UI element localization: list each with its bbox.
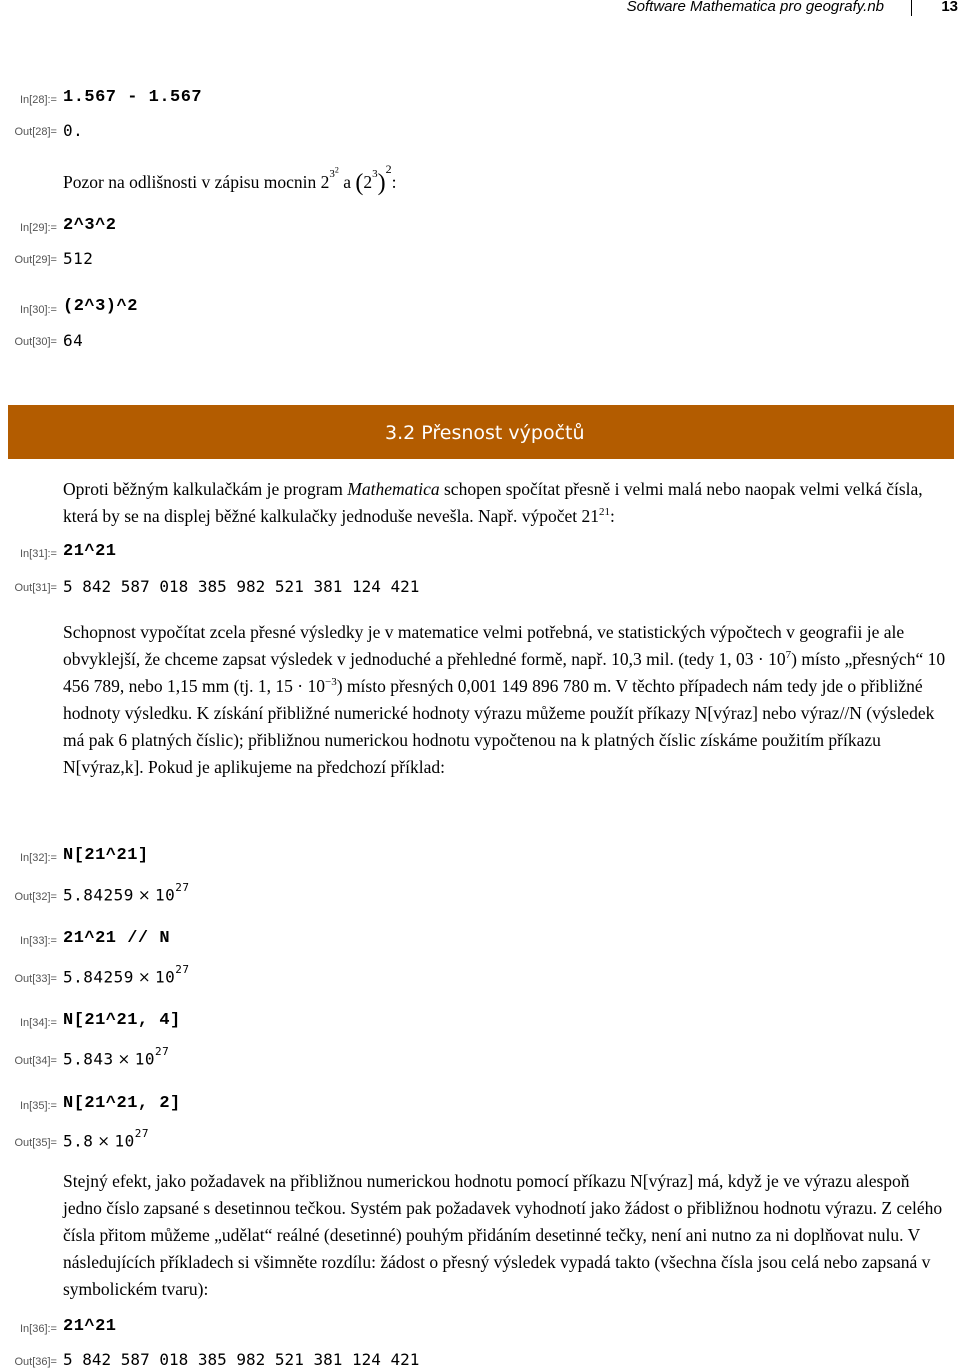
output-cell: $5.8 \times 10^{27}$: [63, 1127, 149, 1151]
document-title: Software Mathematica pro geografy.nb: [626, 0, 884, 15]
section-header[interactable]: [8, 405, 954, 459]
output-cell: 0.: [63, 121, 84, 140]
text-cell-approximation: Schopnost vypočítat zcela přesné výsledky je v matematice velmi potřebná, ve statistických výpočtech v geografii je ale obvyklejší, že chceme zapsat výsledek v jednoduché a přehledné formě, např. 10,3 mil. (tedy 1, $03 \cdot 10^7$) místo „přesných“ 10 456 789, nebo 1,15 mm (tj. 1, $15 \cdot 10^{-3}$) místo přesných 0,001 149 896 780 m. V těchto případech nám tedy jde o přibližné hodnoty výsledku. K získání přibližné numerické hodnoty výrazu můžeme použít příkazy N[výraz] nebo výraz//N (výsledek má pak 6 platných číslic); přibližnou numerickou hodnotu vypočtenou na k platných číslic získáme použitím příkazu N[výraz,k]. Pokud je aplikujeme na předchozí příklad:: [63, 622, 946, 777]
output-label: Out[34]=: [14, 1055, 57, 1067]
section-title: 3.2 Přesnost výpočtů: [385, 422, 585, 444]
input-cell[interactable]: N[21^21, 4]: [63, 1011, 181, 1030]
text-cell-decimal-point: Stejný efekt, jako požadavek na přibližnou numerickou hodnotu pomocí příkazu N[výraz] má, když je ve výrazu alespoň jedno číslo zapsané s desetinnou tečkou. Systém pak požadavek vyhodnotí jako žádost o přibližnou hodnotu výrazu. Z celého čísla přitom můžeme „udělat“ reálné (desetinné) pouhým přidáním desetinné tečky, není ani nutno za ni doplňovat nulu. V následujících příkladech si všimněte rozdílu: žádost o přesný výsledek vypadá takto (všechna čísla jsou celá nebo zapsaná v symbolickém tvaru):: [63, 1171, 943, 1299]
input-cell[interactable]: 1.567 - 1.567: [63, 88, 203, 107]
text-cell-intro: Oproti běžným kalkulačkám je program Mathematica schopen spočítat přesně i velmi malá nebo naopak velmi velká čísla, která by se na displej běžné kalkulačky jednoduše nevešla. Např. výpočet $21^{21}$:: [63, 479, 923, 526]
input-cell[interactable]: N[21^21, 2]: [63, 1094, 181, 1113]
input-label: In[35]:=: [19, 1100, 57, 1112]
input-cell[interactable]: 21^21: [63, 542, 117, 561]
output-label: Out[31]=: [14, 582, 57, 594]
output-label: Out[28]=: [14, 126, 57, 138]
output-cell: 5 842 587 018 385 982 521 381 124 421: [63, 577, 420, 596]
output-label: Out[36]=: [14, 1356, 57, 1368]
input-cell[interactable]: (2^3)^2: [63, 297, 138, 316]
output-cell: 512: [63, 249, 94, 268]
header-divider: [911, 0, 912, 16]
text-cell-powers-note: Pozor na odlišnosti v zápisu mocnin $2^{3^2}$ a $(2^3)^2$:: [63, 162, 397, 196]
input-label: In[36]:=: [19, 1323, 57, 1335]
input-label: In[31]:=: [19, 548, 57, 560]
input-cell[interactable]: 2^3^2: [63, 216, 117, 235]
input-cell[interactable]: N[21^21]: [63, 846, 149, 865]
output-label: Out[33]=: [14, 973, 57, 985]
output-cell: 64: [63, 331, 84, 350]
input-label: In[30]:=: [19, 304, 57, 316]
output-cell: $5.84259 \times 10^{27}$: [63, 963, 190, 987]
input-label: In[28]:=: [19, 94, 57, 106]
input-label: In[32]:=: [19, 852, 57, 864]
output-label: Out[29]=: [14, 254, 57, 266]
output-label: Out[30]=: [14, 336, 57, 348]
input-cell[interactable]: 21^21 // N: [63, 929, 171, 948]
input-cell[interactable]: 21^21: [63, 1317, 117, 1336]
page-number: 13: [941, 0, 958, 15]
output-cell: $5.84259 \times 10^{27}$: [63, 881, 190, 905]
output-cell: 5 842 587 018 385 982 521 381 124 421: [63, 1350, 420, 1369]
input-label: In[29]:=: [19, 222, 57, 234]
input-label: In[33]:=: [19, 935, 57, 947]
output-label: Out[35]=: [14, 1137, 57, 1149]
page-header: [0, 0, 960, 16]
output-label: Out[32]=: [14, 891, 57, 903]
output-cell: $5.843 \times 10^{27}$: [63, 1045, 170, 1069]
input-label: In[34]:=: [19, 1017, 57, 1029]
